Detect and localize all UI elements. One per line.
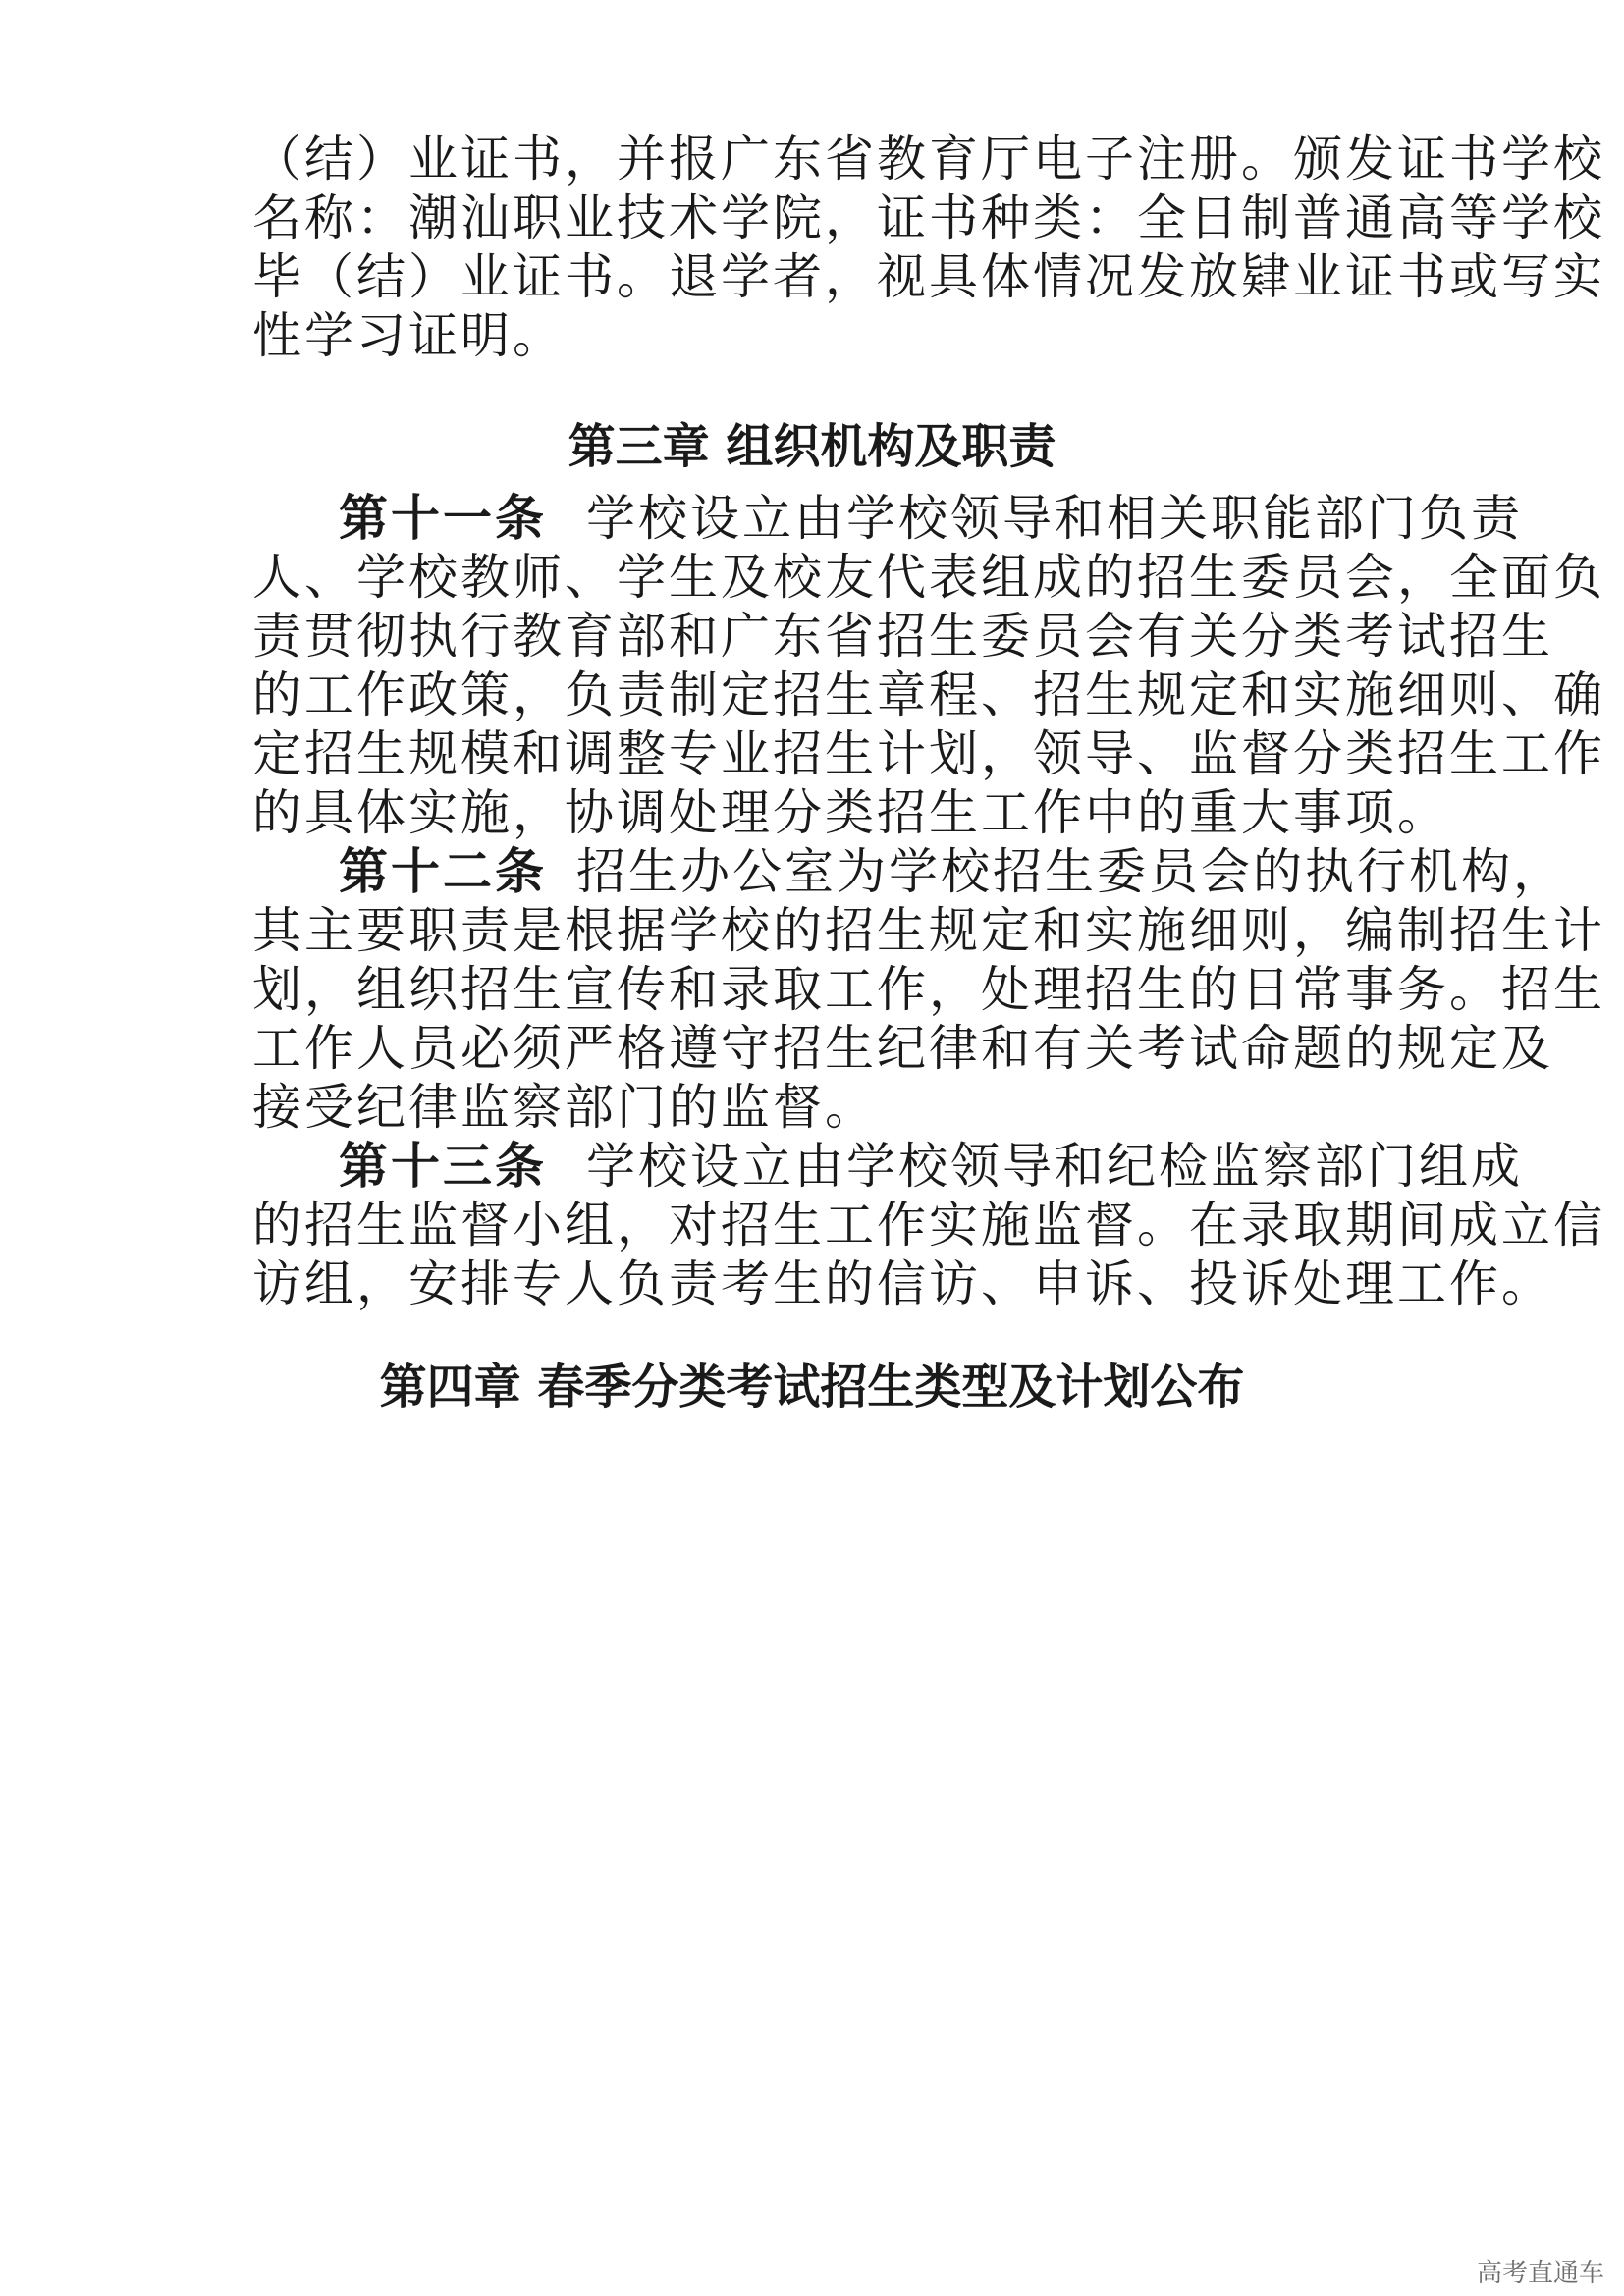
article-13-label: 第十三条 [339, 1138, 547, 1195]
paragraph-line: 接受纪律监察部门的监督。 [252, 1079, 877, 1136]
article-11-text: 学校设立由学校领导和相关职能部门负责 [586, 490, 1523, 547]
paragraph-line: 工作人员必须严格遵守招生纪律和有关考试命题的规定及 [252, 1020, 1553, 1077]
paragraph-line: 名称：潮汕职业技术学院，证书种类：全日制普通高等学校 [252, 189, 1605, 246]
paragraph-line: 定招生规模和调整专业招生计划，领导、监督分类招生工作 [252, 725, 1605, 782]
paragraph-line: 访组，安排专人负责考生的信访、申诉、投诉处理工作。 [252, 1255, 1553, 1312]
chapter-3-heading: 第三章 组织机构及职责 [568, 419, 1056, 474]
watermark-text: 高考直通车 [1476, 2259, 1604, 2288]
article-13-first-line [339, 1137, 1523, 1196]
paragraph-line: 划，组织招生宣传和录取工作，处理招生的日常事务。招生 [252, 961, 1605, 1018]
paragraph-line: 的具体实施，协调处理分类招生工作中的重大事项。 [252, 784, 1449, 841]
article-12-label: 第十二条 [339, 843, 547, 900]
paragraph-line: 毕（结）业证书。退学者，视具体情况发放肄业证书或写实 [252, 248, 1605, 305]
paragraph-line: 性学习证明。 [252, 307, 565, 364]
article-13-text: 学校设立由学校领导和纪检监察部门组成 [586, 1138, 1523, 1195]
chapter-4-heading: 第四章 春季分类考试招生类型及计划公布 [379, 1360, 1245, 1415]
article-12-text: 招生办公室为学校招生委员会的执行机构， [576, 843, 1565, 900]
paragraph-line: （结）业证书，并报广东省教育厅电子注册。颁发证书学校 [252, 131, 1605, 187]
article-11-first-line [339, 489, 1523, 548]
paragraph-line: 的工作政策，负责制定招生章程、招生规定和实施细则、确 [252, 667, 1605, 723]
paragraph-line: 的招生监督小组，对招生工作实施监督。在录取期间成立信 [252, 1197, 1605, 1254]
paragraph-line: 其主要职责是根据学校的招生规定和实施细则，编制招生计 [252, 902, 1605, 959]
paragraph-line: 人、学校教师、学生及校友代表组成的招生委员会，全面负 [252, 549, 1605, 606]
paragraph-line: 责贯彻执行教育部和广东省招生委员会有关分类考试招生 [252, 608, 1553, 665]
article-12-first-line [339, 842, 1565, 901]
article-11-label: 第十一条 [339, 490, 547, 547]
